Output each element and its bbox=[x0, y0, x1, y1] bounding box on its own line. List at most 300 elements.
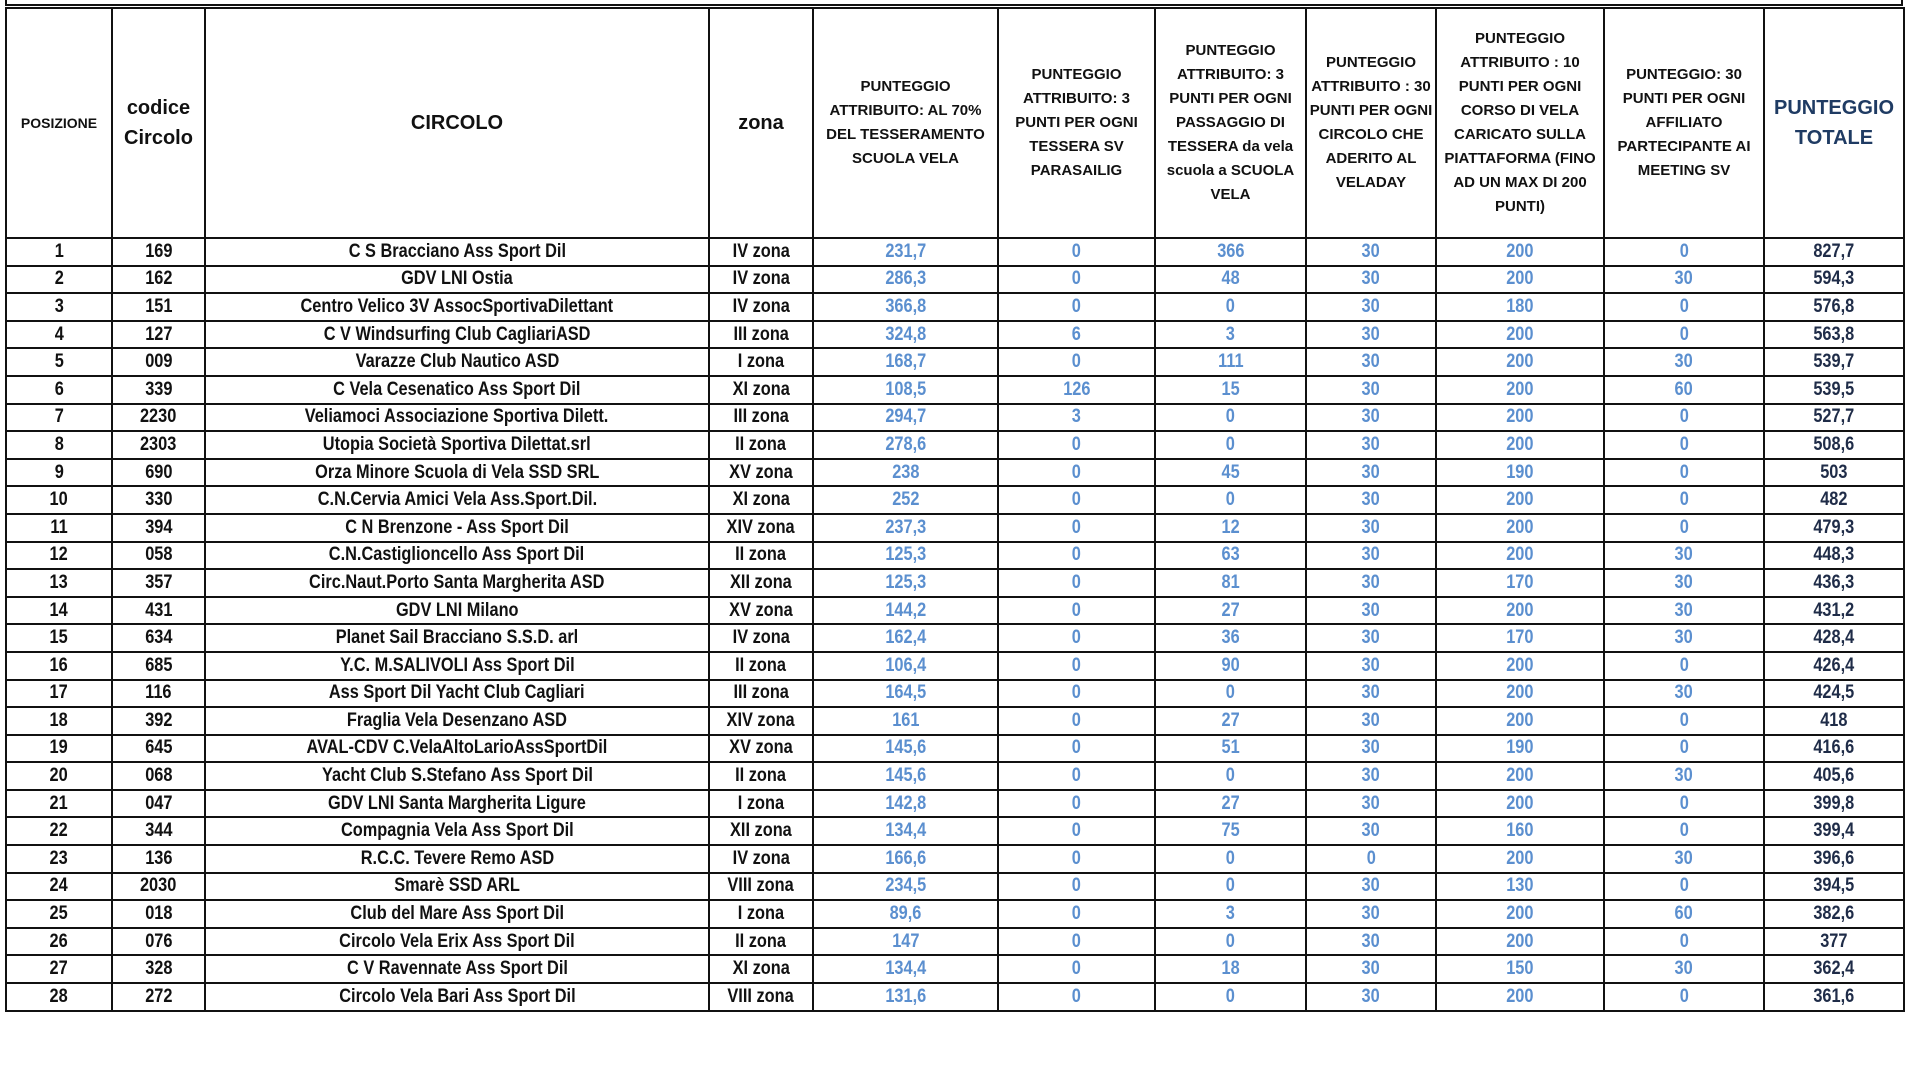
cell-veladay bbox=[1306, 486, 1436, 514]
cell-tesseramento-text: 286,3 bbox=[885, 268, 926, 290]
cell-totale-text: 594,3 bbox=[1813, 268, 1855, 290]
cell-meeting-text: 60 bbox=[1674, 378, 1694, 400]
cell-totale-text: 482 bbox=[1820, 489, 1848, 511]
cell-veladay bbox=[1306, 542, 1436, 570]
cell-posizione bbox=[6, 652, 112, 680]
cell-zona bbox=[709, 597, 813, 625]
cell-meeting-text: 30 bbox=[1674, 847, 1694, 869]
cell-corsi bbox=[1436, 238, 1604, 266]
cell-codice bbox=[112, 514, 205, 542]
cell-meeting-text: 0 bbox=[1679, 433, 1689, 455]
cell-passaggio bbox=[1155, 348, 1306, 376]
cell-totale bbox=[1764, 680, 1904, 708]
cell-corsi bbox=[1436, 266, 1604, 294]
table-row bbox=[6, 321, 1904, 349]
cell-zona-text: XII zona bbox=[730, 820, 792, 842]
cell-posizione bbox=[6, 873, 112, 901]
cell-circolo bbox=[205, 735, 709, 763]
cell-corsi-text: 160 bbox=[1506, 820, 1534, 842]
cell-totale bbox=[1764, 735, 1904, 763]
cell-totale-text: 539,7 bbox=[1813, 351, 1855, 373]
cell-posizione bbox=[6, 597, 112, 625]
cell-zona-text: XIV zona bbox=[726, 709, 796, 731]
cell-totale-text: 539,5 bbox=[1813, 378, 1855, 400]
cell-circolo bbox=[205, 790, 709, 818]
cell-parasailing-text: 0 bbox=[1071, 985, 1082, 1007]
cell-corsi bbox=[1436, 707, 1604, 735]
cell-corsi bbox=[1436, 845, 1604, 873]
cell-codice-text: 169 bbox=[144, 240, 173, 262]
cell-codice bbox=[112, 624, 205, 652]
cell-circolo-text: Club del Mare Ass Sport Dil bbox=[350, 903, 564, 925]
cell-meeting bbox=[1604, 348, 1764, 376]
table-row bbox=[6, 431, 1904, 459]
cell-corsi-text: 200 bbox=[1506, 599, 1534, 621]
cell-meeting bbox=[1604, 735, 1764, 763]
cell-zona-text: II zona bbox=[735, 765, 787, 787]
cell-circolo-text: C.N.Cervia Amici Vela Ass.Sport.Dil. bbox=[317, 489, 597, 511]
cell-passaggio-text: 63 bbox=[1221, 544, 1240, 566]
cell-veladay-text: 30 bbox=[1361, 682, 1381, 704]
cell-parasailing-text: 3 bbox=[1071, 406, 1082, 428]
cell-tesseramento-text: 106,4 bbox=[885, 654, 926, 676]
cell-tesseramento-text: 162,4 bbox=[885, 627, 926, 649]
cell-corsi bbox=[1436, 928, 1604, 956]
cell-posizione-text: 1 bbox=[54, 240, 64, 262]
header-punteggio-meeting: PUNTEGGIO: 30 PUNTI PER OGNI AFFILIATO PARTECIPANTE AI MEETING SV bbox=[1604, 8, 1764, 238]
cell-tesseramento-text: 294,7 bbox=[885, 406, 926, 428]
cell-corsi-text: 200 bbox=[1506, 985, 1534, 1007]
cell-passaggio-text: 0 bbox=[1225, 930, 1236, 952]
cell-circolo-text: Utopia Società Sportiva Dilettat.srl bbox=[323, 433, 591, 455]
cell-corsi-text: 200 bbox=[1506, 792, 1534, 814]
cell-tesseramento-text: 164,5 bbox=[885, 682, 926, 704]
cell-veladay bbox=[1306, 790, 1436, 818]
cell-tesseramento-text: 168,7 bbox=[885, 351, 926, 373]
cell-meeting-text: 0 bbox=[1679, 516, 1689, 538]
cell-zona-text: II zona bbox=[735, 433, 787, 455]
cell-circolo-text: GDV LNI Milano bbox=[395, 599, 519, 621]
cell-parasailing-text: 0 bbox=[1071, 599, 1082, 621]
cell-passaggio-text: 81 bbox=[1221, 571, 1240, 593]
cell-zona bbox=[709, 376, 813, 404]
cell-zona bbox=[709, 817, 813, 845]
cell-tesseramento bbox=[813, 817, 998, 845]
cell-passaggio-text: 45 bbox=[1221, 461, 1240, 483]
cell-posizione bbox=[6, 928, 112, 956]
cell-totale-text: 426,4 bbox=[1813, 654, 1855, 676]
cell-codice-text: 690 bbox=[144, 461, 173, 483]
cell-zona-text: XIV zona bbox=[726, 516, 796, 538]
cell-codice bbox=[112, 983, 205, 1011]
cell-zona bbox=[709, 293, 813, 321]
cell-meeting-text: 0 bbox=[1679, 820, 1689, 842]
cell-tesseramento bbox=[813, 321, 998, 349]
cell-corsi-text: 200 bbox=[1506, 406, 1534, 428]
cell-parasailing bbox=[998, 459, 1155, 487]
cell-zona-text: IV zona bbox=[732, 847, 790, 869]
cell-posizione bbox=[6, 293, 112, 321]
cell-codice-text: 685 bbox=[144, 654, 173, 676]
table-top-border bbox=[5, 0, 1903, 6]
cell-posizione bbox=[6, 542, 112, 570]
cell-passaggio-text: 3 bbox=[1225, 903, 1236, 925]
cell-circolo bbox=[205, 873, 709, 901]
cell-circolo-text: GDV LNI Santa Margherita Ligure bbox=[328, 792, 586, 814]
cell-tesseramento bbox=[813, 624, 998, 652]
cell-totale bbox=[1764, 569, 1904, 597]
cell-codice-text: 009 bbox=[144, 351, 173, 373]
cell-totale bbox=[1764, 542, 1904, 570]
cell-posizione bbox=[6, 514, 112, 542]
cell-corsi-text: 200 bbox=[1506, 544, 1534, 566]
cell-parasailing bbox=[998, 762, 1155, 790]
cell-codice-text: 2230 bbox=[140, 406, 177, 428]
header-codice: codice Circolo bbox=[112, 8, 205, 238]
cell-posizione-text: 14 bbox=[49, 599, 69, 621]
cell-parasailing-text: 0 bbox=[1071, 847, 1082, 869]
cell-posizione-text: 21 bbox=[49, 792, 69, 814]
cell-passaggio-text: 48 bbox=[1221, 268, 1240, 290]
cell-codice-text: 076 bbox=[144, 930, 173, 952]
cell-veladay-text: 30 bbox=[1361, 240, 1381, 262]
cell-corsi-text: 200 bbox=[1506, 682, 1534, 704]
header-punteggio-veladay: PUNTEGGIO ATTRIBUITO : 30 PUNTI PER OGNI CIRCOLO CHE ADERITO AL VELADAY bbox=[1306, 8, 1436, 238]
cell-posizione-text: 19 bbox=[49, 737, 69, 759]
cell-circolo bbox=[205, 266, 709, 294]
cell-parasailing bbox=[998, 569, 1155, 597]
cell-meeting bbox=[1604, 928, 1764, 956]
cell-zona-text: XI zona bbox=[732, 958, 790, 980]
cell-posizione-text: 22 bbox=[49, 820, 69, 842]
cell-posizione bbox=[6, 790, 112, 818]
cell-passaggio bbox=[1155, 762, 1306, 790]
table-row bbox=[6, 624, 1904, 652]
cell-veladay bbox=[1306, 238, 1436, 266]
cell-veladay-text: 30 bbox=[1361, 792, 1381, 814]
cell-posizione-text: 8 bbox=[54, 433, 64, 455]
cell-totale-text: 361,6 bbox=[1813, 985, 1855, 1007]
cell-zona-text: I zona bbox=[737, 792, 785, 814]
cell-tesseramento-text: 125,3 bbox=[885, 544, 926, 566]
cell-passaggio bbox=[1155, 431, 1306, 459]
cell-veladay bbox=[1306, 459, 1436, 487]
cell-totale bbox=[1764, 955, 1904, 983]
cell-meeting-text: 30 bbox=[1674, 544, 1694, 566]
cell-tesseramento-text: 366,8 bbox=[885, 295, 926, 317]
cell-corsi-text: 190 bbox=[1506, 737, 1534, 759]
cell-corsi-text: 200 bbox=[1506, 847, 1534, 869]
cell-posizione bbox=[6, 762, 112, 790]
cell-passaggio bbox=[1155, 404, 1306, 432]
cell-parasailing bbox=[998, 817, 1155, 845]
cell-veladay bbox=[1306, 983, 1436, 1011]
cell-corsi bbox=[1436, 680, 1604, 708]
cell-circolo-text: Orza Minore Scuola di Vela SSD SRL bbox=[314, 461, 600, 483]
cell-circolo-text: GDV LNI Ostia bbox=[401, 268, 513, 290]
cell-corsi bbox=[1436, 955, 1604, 983]
cell-tesseramento-text: 237,3 bbox=[885, 516, 926, 538]
cell-codice-text: 634 bbox=[144, 627, 173, 649]
cell-meeting bbox=[1604, 652, 1764, 680]
cell-circolo-text: Yacht Club S.Stefano Ass Sport Dil bbox=[321, 765, 593, 787]
cell-posizione bbox=[6, 707, 112, 735]
cell-posizione bbox=[6, 817, 112, 845]
cell-zona-text: II zona bbox=[735, 654, 787, 676]
cell-totale-text: 527,7 bbox=[1813, 406, 1855, 428]
cell-codice-text: 357 bbox=[144, 571, 173, 593]
cell-meeting-text: 0 bbox=[1679, 489, 1689, 511]
cell-zona-text: I zona bbox=[737, 351, 785, 373]
table-row bbox=[6, 762, 1904, 790]
header-circolo: CIRCOLO bbox=[205, 8, 709, 238]
cell-circolo-text: C S Bracciano Ass Sport Dil bbox=[348, 240, 566, 262]
cell-passaggio bbox=[1155, 514, 1306, 542]
cell-totale bbox=[1764, 293, 1904, 321]
cell-veladay-text: 30 bbox=[1361, 709, 1381, 731]
cell-tesseramento bbox=[813, 486, 998, 514]
cell-circolo bbox=[205, 955, 709, 983]
cell-totale bbox=[1764, 790, 1904, 818]
cell-codice bbox=[112, 873, 205, 901]
cell-corsi-text: 200 bbox=[1506, 930, 1534, 952]
cell-passaggio bbox=[1155, 652, 1306, 680]
cell-posizione-text: 7 bbox=[54, 406, 64, 428]
cell-circolo-text: Veliamoci Associazione Sportiva Dilett. bbox=[305, 406, 609, 428]
cell-tesseramento bbox=[813, 293, 998, 321]
cell-totale bbox=[1764, 817, 1904, 845]
cell-totale bbox=[1764, 845, 1904, 873]
cell-circolo bbox=[205, 321, 709, 349]
cell-passaggio-text: 0 bbox=[1225, 433, 1236, 455]
cell-posizione-text: 27 bbox=[49, 958, 69, 980]
cell-veladay bbox=[1306, 597, 1436, 625]
cell-parasailing-text: 0 bbox=[1071, 544, 1082, 566]
cell-totale bbox=[1764, 900, 1904, 928]
cell-codice-text: 116 bbox=[145, 682, 172, 704]
cell-meeting-text: 30 bbox=[1674, 627, 1694, 649]
cell-circolo bbox=[205, 680, 709, 708]
cell-passaggio bbox=[1155, 376, 1306, 404]
cell-totale bbox=[1764, 707, 1904, 735]
cell-parasailing bbox=[998, 790, 1155, 818]
cell-zona bbox=[709, 238, 813, 266]
table-row bbox=[6, 404, 1904, 432]
cell-zona bbox=[709, 459, 813, 487]
cell-zona-text: III zona bbox=[733, 406, 789, 428]
cell-passaggio bbox=[1155, 266, 1306, 294]
cell-parasailing-text: 0 bbox=[1071, 295, 1082, 317]
cell-passaggio-text: 0 bbox=[1225, 489, 1236, 511]
cell-corsi bbox=[1436, 459, 1604, 487]
cell-zona bbox=[709, 955, 813, 983]
cell-codice-text: 339 bbox=[144, 378, 173, 400]
cell-codice bbox=[112, 707, 205, 735]
cell-veladay bbox=[1306, 900, 1436, 928]
table-row bbox=[6, 928, 1904, 956]
cell-corsi bbox=[1436, 321, 1604, 349]
cell-totale-text: 576,8 bbox=[1813, 295, 1855, 317]
table-row bbox=[6, 348, 1904, 376]
cell-zona-text: III zona bbox=[733, 323, 789, 345]
cell-corsi bbox=[1436, 597, 1604, 625]
cell-zona bbox=[709, 624, 813, 652]
cell-meeting-text: 30 bbox=[1674, 682, 1694, 704]
cell-codice-text: 018 bbox=[144, 903, 173, 925]
cell-passaggio bbox=[1155, 542, 1306, 570]
cell-passaggio bbox=[1155, 597, 1306, 625]
cell-totale bbox=[1764, 928, 1904, 956]
cell-corsi bbox=[1436, 900, 1604, 928]
header-punteggio-corsi: PUNTEGGIO ATTRIBUITO : 10 PUNTI PER OGNI CORSO DI VELA CARICATO SULLA PIATTAFORMA (FINO AD UN MAX DI 200 PUNTI) bbox=[1436, 8, 1604, 238]
cell-meeting bbox=[1604, 873, 1764, 901]
cell-totale bbox=[1764, 348, 1904, 376]
cell-passaggio-text: 0 bbox=[1225, 295, 1236, 317]
cell-parasailing-text: 6 bbox=[1071, 323, 1082, 345]
cell-totale-text: 399,4 bbox=[1813, 820, 1855, 842]
cell-parasailing-text: 0 bbox=[1071, 958, 1082, 980]
cell-parasailing-text: 0 bbox=[1071, 516, 1082, 538]
cell-tesseramento-text: 134,4 bbox=[885, 820, 926, 842]
cell-tesseramento bbox=[813, 680, 998, 708]
cell-parasailing bbox=[998, 431, 1155, 459]
cell-zona-text: XI zona bbox=[732, 489, 790, 511]
cell-veladay bbox=[1306, 707, 1436, 735]
cell-posizione-text: 16 bbox=[49, 654, 69, 676]
cell-parasailing-text: 0 bbox=[1071, 682, 1082, 704]
cell-meeting bbox=[1604, 238, 1764, 266]
cell-veladay bbox=[1306, 321, 1436, 349]
ranking-table bbox=[5, 7, 1905, 1012]
cell-corsi bbox=[1436, 431, 1604, 459]
cell-zona bbox=[709, 652, 813, 680]
cell-passaggio-text: 0 bbox=[1225, 847, 1236, 869]
cell-parasailing bbox=[998, 873, 1155, 901]
cell-corsi bbox=[1436, 486, 1604, 514]
cell-totale-text: 418 bbox=[1820, 709, 1848, 731]
cell-meeting-text: 0 bbox=[1679, 709, 1689, 731]
cell-parasailing bbox=[998, 404, 1155, 432]
cell-veladay-text: 0 bbox=[1366, 847, 1376, 869]
cell-zona bbox=[709, 790, 813, 818]
cell-veladay bbox=[1306, 652, 1436, 680]
cell-corsi-text: 170 bbox=[1506, 627, 1534, 649]
cell-tesseramento bbox=[813, 928, 998, 956]
cell-veladay bbox=[1306, 817, 1436, 845]
cell-meeting-text: 0 bbox=[1679, 930, 1689, 952]
cell-totale bbox=[1764, 873, 1904, 901]
cell-veladay-text: 30 bbox=[1361, 351, 1381, 373]
cell-passaggio-text: 36 bbox=[1221, 627, 1240, 649]
cell-parasailing-text: 0 bbox=[1071, 820, 1082, 842]
cell-tesseramento bbox=[813, 762, 998, 790]
cell-circolo bbox=[205, 928, 709, 956]
cell-tesseramento-text: 142,8 bbox=[885, 792, 926, 814]
table-row bbox=[6, 459, 1904, 487]
cell-meeting-text: 0 bbox=[1679, 737, 1689, 759]
cell-zona-text: XII zona bbox=[730, 571, 792, 593]
cell-corsi-text: 200 bbox=[1506, 378, 1534, 400]
table-row bbox=[6, 597, 1904, 625]
cell-zona bbox=[709, 900, 813, 928]
cell-veladay bbox=[1306, 569, 1436, 597]
cell-zona-text: XI zona bbox=[732, 378, 790, 400]
cell-passaggio bbox=[1155, 817, 1306, 845]
cell-meeting bbox=[1604, 790, 1764, 818]
cell-zona bbox=[709, 873, 813, 901]
cell-passaggio-text: 12 bbox=[1221, 516, 1240, 538]
cell-corsi-text: 200 bbox=[1506, 654, 1534, 676]
cell-meeting bbox=[1604, 707, 1764, 735]
cell-zona bbox=[709, 404, 813, 432]
cell-corsi-text: 200 bbox=[1506, 709, 1534, 731]
cell-circolo-text: Planet Sail Bracciano S.S.D. arl bbox=[335, 627, 579, 649]
cell-codice-text: 392 bbox=[144, 709, 173, 731]
cell-totale-text: 396,6 bbox=[1813, 847, 1855, 869]
cell-tesseramento-text: 238 bbox=[891, 461, 920, 483]
cell-corsi bbox=[1436, 817, 1604, 845]
cell-parasailing-text: 0 bbox=[1071, 930, 1082, 952]
cell-parasailing-text: 0 bbox=[1071, 489, 1082, 511]
cell-corsi bbox=[1436, 652, 1604, 680]
cell-corsi-text: 200 bbox=[1506, 765, 1534, 787]
cell-codice bbox=[112, 542, 205, 570]
cell-meeting-text: 0 bbox=[1679, 654, 1689, 676]
cell-passaggio bbox=[1155, 680, 1306, 708]
header-punteggio-totale: PUNTEGGIO TOTALE bbox=[1764, 8, 1904, 238]
cell-totale-text: 503 bbox=[1820, 461, 1848, 483]
cell-corsi-text: 200 bbox=[1506, 433, 1534, 455]
cell-veladay-text: 30 bbox=[1361, 930, 1381, 952]
cell-veladay-text: 30 bbox=[1361, 958, 1381, 980]
cell-zona bbox=[709, 762, 813, 790]
cell-veladay bbox=[1306, 845, 1436, 873]
cell-parasailing-text: 0 bbox=[1071, 627, 1082, 649]
cell-posizione bbox=[6, 238, 112, 266]
cell-zona bbox=[709, 321, 813, 349]
cell-tesseramento-text: 108,5 bbox=[885, 378, 926, 400]
table-row bbox=[6, 486, 1904, 514]
cell-meeting-text: 30 bbox=[1674, 351, 1694, 373]
cell-veladay-text: 30 bbox=[1361, 820, 1381, 842]
cell-codice-text: 431 bbox=[144, 599, 173, 621]
cell-circolo-text: R.C.C. Tevere Remo ASD bbox=[360, 847, 554, 869]
cell-codice-text: 127 bbox=[144, 323, 173, 345]
cell-passaggio bbox=[1155, 321, 1306, 349]
cell-parasailing bbox=[998, 680, 1155, 708]
cell-posizione-text: 23 bbox=[49, 847, 69, 869]
cell-posizione-text: 10 bbox=[49, 489, 69, 511]
cell-codice bbox=[112, 266, 205, 294]
cell-passaggio-text: 51 bbox=[1221, 737, 1240, 759]
table-row bbox=[6, 266, 1904, 294]
cell-zona bbox=[709, 735, 813, 763]
cell-totale bbox=[1764, 321, 1904, 349]
cell-veladay bbox=[1306, 680, 1436, 708]
cell-posizione-text: 17 bbox=[49, 682, 69, 704]
cell-meeting-text: 30 bbox=[1674, 599, 1694, 621]
cell-tesseramento bbox=[813, 348, 998, 376]
cell-meeting bbox=[1604, 431, 1764, 459]
cell-meeting-text: 30 bbox=[1674, 765, 1694, 787]
cell-parasailing-text: 0 bbox=[1071, 875, 1082, 897]
cell-posizione bbox=[6, 459, 112, 487]
table-row bbox=[6, 707, 1904, 735]
header-punteggio-parasailing: PUNTEGGIO ATTRIBUITO: 3 PUNTI PER OGNI TESSERA SV PARASAILIG bbox=[998, 8, 1155, 238]
cell-corsi bbox=[1436, 983, 1604, 1011]
cell-totale-text: 362,4 bbox=[1813, 958, 1855, 980]
cell-posizione-text: 9 bbox=[54, 461, 64, 483]
